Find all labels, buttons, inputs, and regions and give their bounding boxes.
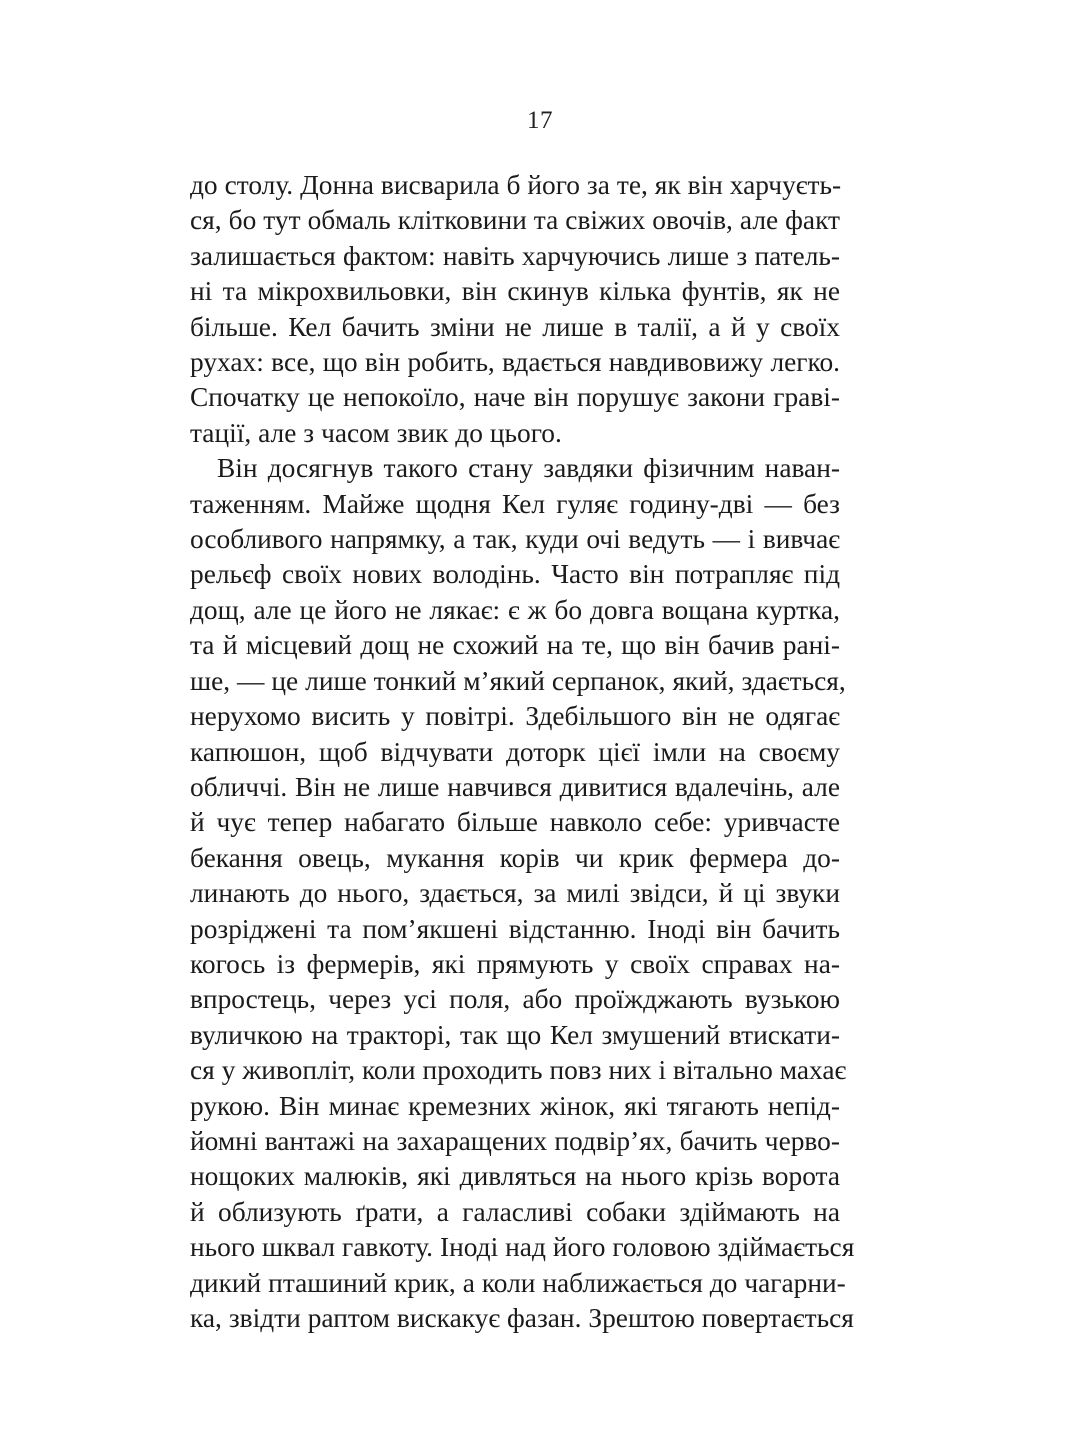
paragraph-2 — [190, 451, 855, 1336]
text-line: до столу. Донна висварила б його за те, як він харчуєть- — [190, 170, 842, 200]
text-line: нього шквал гавкоту. Іноді над його головою здіймається — [190, 1232, 855, 1263]
text-line: тації, але з часом звик до цього. — [190, 417, 562, 448]
text-line: бекання овець, мукання корів чи крик фермера до- — [190, 842, 840, 873]
text-line: ка, звідти раптом вискакує фазан. Зрештою повертається — [190, 1303, 854, 1333]
text-line: Він досягнув такого стану завдяки фізичним наван- — [217, 453, 840, 484]
text-line: залишається фактом: навіть харчуючись лише з патель- — [190, 240, 840, 271]
text-line: рухах: все, що він робить, вдається навдивовижу легко. — [190, 347, 840, 378]
text-line: дикий пташиний крик, а коли наближається до чагарни- — [190, 1267, 846, 1298]
text-line: ся, бо тут обмаль клітковини та свіжих овочів, але факт — [190, 205, 840, 236]
text-line: розріджені та пом’якшені відстанню. Іноді він бачить — [190, 913, 840, 944]
text-line: нерухомо висить у повітрі. Здебільшого він не одягає — [190, 701, 840, 732]
text-line: й облизують ґрати, а галасливі собаки здіймають на — [190, 1196, 840, 1227]
text-line: рельєф своїх нових володінь. Часто він потрапляє під — [190, 559, 840, 590]
text-line: нощоких малюків, які дивляться на нього крізь ворота — [190, 1161, 840, 1192]
text-line: та й місцевий дощ не схожий на те, що він бачив рані- — [190, 630, 840, 661]
text-line: рукою. Він минає кремезних жінок, які тягають непід- — [190, 1090, 840, 1121]
text-line: таженням. Майже щодня Кел гуляє годину-дві — без — [190, 488, 840, 519]
text-line: впростець, через усі поля, або проїжджають вузькою — [190, 984, 840, 1015]
text-line: більше. Кел бачить зміни не лише в талії, а й у своїх — [190, 311, 840, 342]
text-line: вуличкою на тракторі, так що Кел змушений втискати- — [190, 1019, 840, 1050]
text-line: когось із фермерів, які прямують у своїх справах на- — [190, 948, 840, 979]
text-line: ше, — це лише тонкий м’який серпанок, який, здається, — [190, 665, 846, 696]
text-line: обличчі. Він не лише навчився дивитися вдалечінь, але — [190, 771, 840, 802]
text-line: линають до нього, здається, за милі звідси, й ці звуки — [190, 878, 840, 909]
text-line: й чує тепер набагато більше навколо себе: уривчасте — [190, 807, 840, 838]
text-line: йомні вантажі на захаращених подвір’ях, бачить черво- — [190, 1125, 840, 1156]
text-line: ні та мікрохвильовки, він скинув кілька фунтів, як не — [190, 276, 840, 307]
paragraph-1 — [190, 168, 840, 451]
text-line: особливого напрямку, а так, куди очі ведуть — і вивчає — [190, 524, 840, 555]
text-line: капюшон, щоб відчувати доторк цієї імли на своєму — [190, 736, 840, 767]
text-line: Спочатку це непокоїло, наче він порушує закони граві- — [190, 382, 840, 413]
text-line: дощ, але це його не лякає: є ж бо довга вощана куртка, — [190, 594, 840, 625]
body-text-block — [190, 168, 855, 1336]
text-line: ся у живопліт, коли проходить повз них і вітально махає — [190, 1055, 847, 1086]
page-number: 17 — [527, 107, 553, 134]
